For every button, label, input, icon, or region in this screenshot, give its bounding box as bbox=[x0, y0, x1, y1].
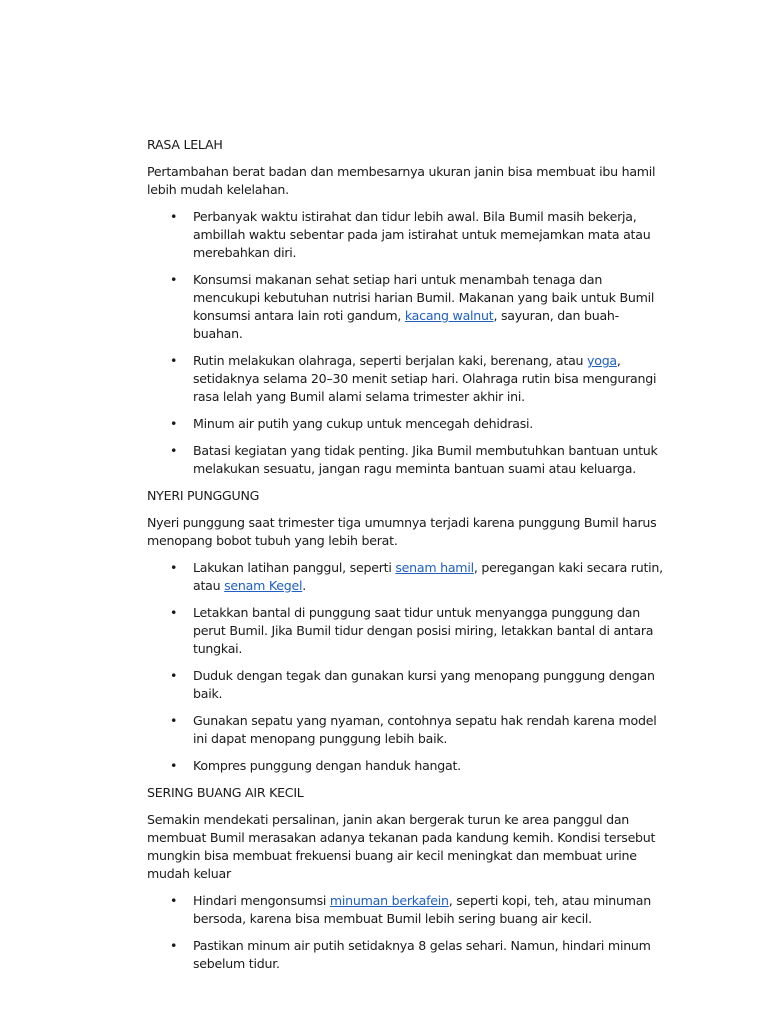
bullet-icon: • bbox=[170, 353, 178, 368]
bullet-icon: • bbox=[170, 893, 178, 908]
list-item: • Pastikan minum air putih setidaknya 8 gelas sehari. Namun, hindari minum sebelum tidur. bbox=[170, 938, 651, 971]
link-senam-hamil[interactable]: senam hamil bbox=[395, 560, 474, 575]
list-item: • Duduk dengan tegak dan gunakan kursi yang menopang punggung dengan baik. bbox=[170, 668, 655, 701]
bullet-icon: • bbox=[170, 938, 178, 953]
bullet-list bbox=[147, 892, 668, 973]
section-paragraph: Nyeri punggung saat trimester tiga umumnya terjadi karena punggung Bumil harus menopang bobot tubuh yang lebih berat. bbox=[147, 515, 657, 548]
list-item: • Minum air putih yang cukup untuk mencegah dehidrasi. bbox=[170, 416, 534, 431]
list-item: • Gunakan sepatu yang nyaman, contohnya sepatu hak rendah karena model ini dapat menopang punggung lebih baik. bbox=[170, 713, 657, 746]
list-item: • Perbanyak waktu istirahat dan tidur lebih awal. Bila Bumil masih bekerja, ambillah waktu sebentar pada jam istirahat untuk memejamkan mata atau merebahkan diri. bbox=[170, 209, 651, 260]
bullet-icon: • bbox=[170, 272, 178, 287]
section-paragraph: Pertambahan berat badan dan membesarnya ukuran janin bisa membuat ibu hamil lebih mudah kelelahan. bbox=[147, 164, 656, 197]
section-paragraph: Semakin mendekati persalinan, janin akan bergerak turun ke area panggul dan membuat Bumil merasakan adanya tekanan pada kandung kemih. Kondisi tersebut mungkin bisa membuat frekuensi buang air kecil meningkat dan membuat urine mudah keluar bbox=[147, 812, 656, 881]
list-item: • Konsumsi makanan sehat setiap hari untuk menambah tenaga dan mencukupi kebutuhan nutrisi harian Bumil. Makanan yang baik untuk Bumil konsumsi antara lain roti gandum, kacang walnut, sayuran, dan buah-buahan. bbox=[170, 272, 655, 341]
bullet-icon: • bbox=[170, 668, 178, 683]
bullet-icon: • bbox=[170, 209, 178, 224]
section-rasa-lelah bbox=[147, 136, 668, 478]
list-item: • Letakkan bantal di punggung saat tidur untuk menyangga punggung dan perut Bumil. Jika Bumil tidur dengan posisi miring, letakkan bantal di antara tungkai. bbox=[170, 605, 654, 656]
list-item: • Lakukan latihan panggul, seperti senam hamil, peregangan kaki secara rutin, atau senam Kegel. bbox=[170, 560, 663, 593]
section-heading: SERING BUANG AIR KECIL bbox=[147, 785, 304, 800]
bullet-icon: • bbox=[170, 758, 178, 773]
bullet-icon: • bbox=[170, 605, 178, 620]
bullet-icon: • bbox=[170, 443, 178, 458]
list-item: • Batasi kegiatan yang tidak penting. Jika Bumil membutuhkan bantuan untuk melakukan sesuatu, jangan ragu meminta bantuan suami atau keluarga. bbox=[170, 443, 658, 476]
link-yoga[interactable]: yoga bbox=[587, 353, 617, 368]
section-sering-buang-air-kecil bbox=[147, 784, 668, 973]
bullet-icon: • bbox=[170, 560, 178, 575]
bullet-list bbox=[147, 208, 668, 478]
link-senam-kegel[interactable]: senam Kegel bbox=[224, 578, 303, 593]
section-heading: NYERI PUNGGUNG bbox=[147, 488, 260, 503]
list-item: • Kompres punggung dengan handuk hangat. bbox=[170, 758, 461, 773]
link-minuman-berkafein[interactable]: minuman berkafein bbox=[329, 893, 449, 908]
section-heading: RASA LELAH bbox=[147, 137, 223, 152]
list-item: • Hindari mengonsumsi minuman berkafein, seperti kopi, teh, atau minuman bersoda, karena bisa membuat Bumil lebih sering buang air kecil. bbox=[170, 893, 651, 926]
bullet-icon: • bbox=[170, 416, 178, 431]
bullet-list bbox=[147, 559, 668, 775]
bullet-icon: • bbox=[170, 713, 178, 728]
section-nyeri-punggung bbox=[147, 487, 668, 775]
link-kacang-walnut[interactable]: kacang walnut bbox=[404, 308, 494, 323]
list-item: • Rutin melakukan olahraga, seperti berjalan kaki, berenang, atau yoga, setidaknya selama 20–30 menit setiap hari. Olahraga rutin bisa mengurangi rasa lelah yang Bumil alami selama trimester akhir ini. bbox=[170, 353, 657, 404]
